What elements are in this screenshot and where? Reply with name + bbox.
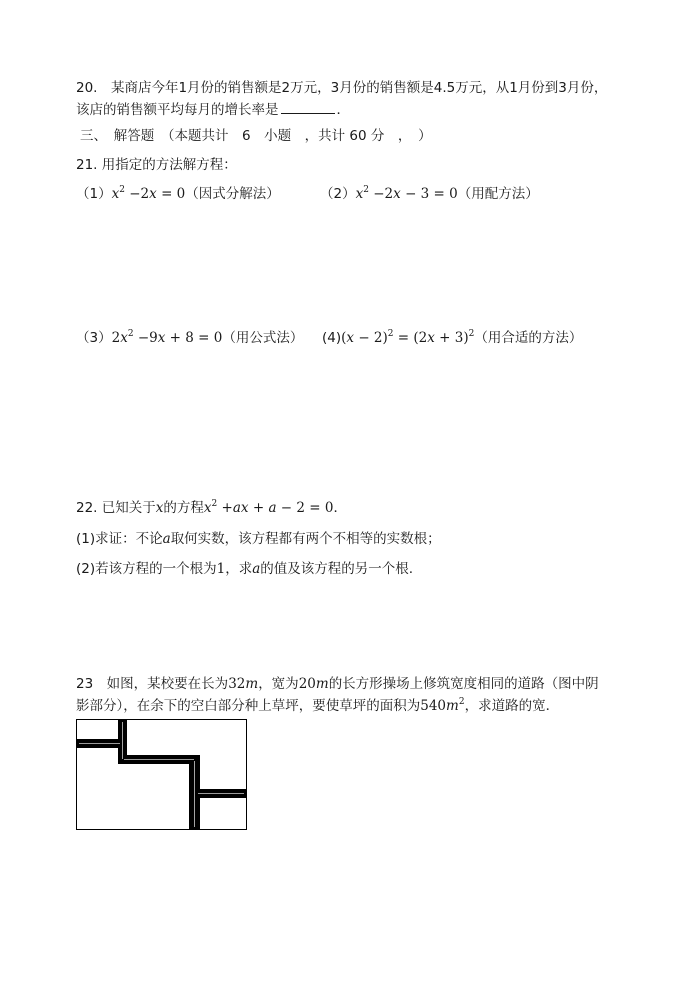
q23-line2-b: ，求道路的宽． [464,698,560,714]
q21-part2 [320,184,539,204]
q22-intro-text: 22. 已知关于 [76,500,156,516]
q21-part4-label: (4) [322,330,342,346]
q23-line1-b: ，宽为 [258,676,299,692]
q21-part1 [76,184,280,204]
q21-part2-method: （用配方法） [457,186,539,202]
q21-part2-equation: $x^2 -2x - 3 = 0$ [355,185,458,202]
q23-area-exponent: 2 [458,697,465,707]
q22-part1-a: (1)求证：不论 [76,531,163,547]
q21-part1-label: （1） [76,186,112,202]
q23-width: 20 [298,676,316,692]
q23-length-unit: m [245,676,259,692]
q21-part4-equation: $(x - 2)^2 = (2x + 3)^2$ [341,329,475,346]
q22-part2-one: 1 [216,561,226,577]
q20-line2 [76,100,350,120]
q22-part2-b: ，求 [225,561,253,577]
q23-width-unit: m [315,676,329,692]
q22-equation: $x^2 +ax + a - 2 = 0$ [203,499,334,516]
q21-part1-equation: $x^2 -2x = 0$ [111,185,186,202]
q23-line1-c: 的长方形操场上修筑宽度相同的道路（图中阴 [328,676,599,692]
q23-area-unit: m [446,698,459,714]
q22-part2-c: 的值及该方程的另一个根. [260,561,414,577]
q23-line2 [76,696,559,716]
section-heading: 三、 解答题 （本题共计 6 小题 ，共计 60 分 ， ） [80,128,432,144]
q22-intro-end: ． [333,500,347,516]
q21-part1-method: （因式分解法） [185,186,280,202]
q23-line1 [76,674,599,694]
q23-length: 32 [228,676,246,692]
q21-part3-equation: $2x^2 -9x + 8 = 0$ [111,329,223,346]
q20-line2-text: 该店的销售额平均每月的增长率是 [76,102,279,118]
q22-part2-var: a [252,561,261,577]
q22-intro-var: x [155,500,164,516]
q23-line1-a: 23 如图，某校要在长为 [76,676,229,692]
q20-line1: 20. 某商店今年1月份的销售额是2万元，3月份的销售额是4.5万元，从1月份到3月份， [76,80,608,96]
q21-part2-label: （2） [320,186,356,202]
q22-intro-mid: 的方程 [163,500,204,516]
q20-line2-end: ． [336,102,350,118]
q22-part2 [76,559,413,579]
q21-part3-method: （用公式法） [222,330,304,346]
q22-part2-a: (2)若该方程的一个根为 [76,561,217,577]
field-rectangle [77,720,247,830]
q22-intro [76,498,347,518]
q22-part1-b: 取何实数，该方程都有两个不相等的实数根； [170,531,441,547]
answer-blank [281,100,335,114]
q21-part4-method: （用合适的方法） [474,330,583,346]
q21-part3-label: （3） [76,330,112,346]
q21-part3 [76,328,303,348]
q22-part1-var: a [162,531,171,547]
q22-part1 [76,529,441,549]
q21-part4 [322,328,582,348]
q23-area: 540 [420,698,447,714]
q21-prompt: 21. 用指定的方法解方程： [76,157,237,173]
field-road-figure [76,719,248,831]
q23-line2-a: 影部分），在余下的空白部分种上草坪，要使草坪的面积为 [76,698,421,714]
